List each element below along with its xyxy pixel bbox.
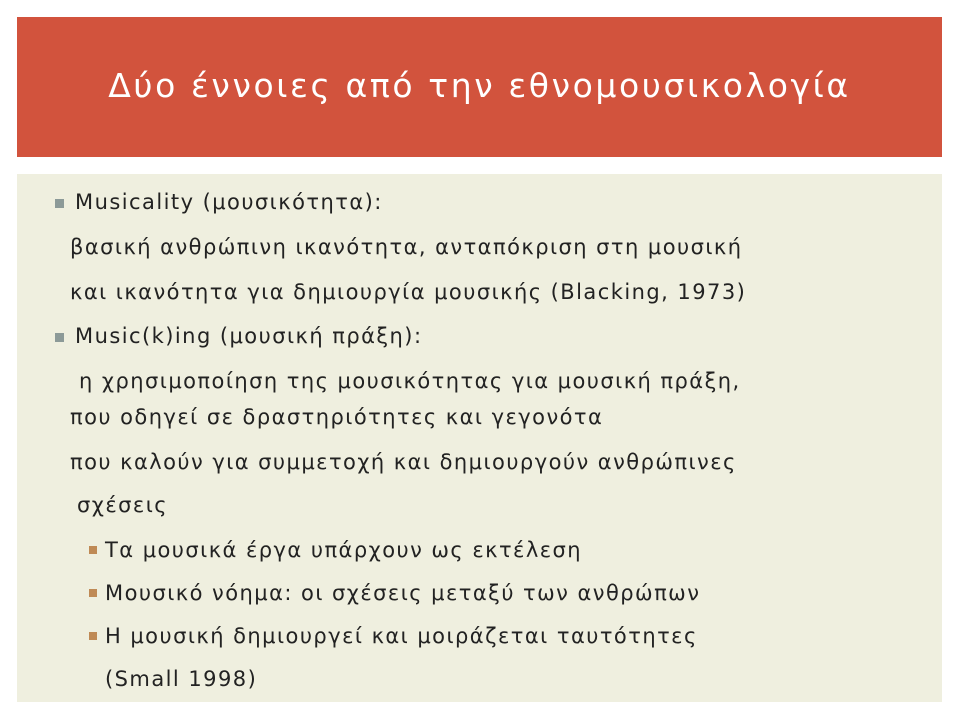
square-bullet-icon	[55, 333, 64, 342]
body-line: η χρησιμοποίηση της μουσικότητας για μουσική πράξη,	[79, 369, 741, 393]
slide-title: Δύο έννοιες από την εθνομουσικολογία	[108, 65, 851, 105]
body-line: σχέσεις	[77, 493, 169, 517]
sub-bullet-line: Η μουσική δημιουργεί και μοιράζεται ταυτότητες	[105, 624, 698, 648]
bullet-heading-musicality: Musicality (μουσικότητα):	[75, 190, 383, 214]
sub-bullet-line: Τα μουσικά έργα υπάρχουν ως εκτέλεση	[105, 538, 583, 562]
sub-bullet-line: Μουσικό νόημα: οι σχέσεις μεταξύ των ανθρώπων	[105, 581, 701, 605]
square-bullet-icon	[55, 199, 64, 208]
citation-line: (Small 1998)	[105, 667, 258, 691]
title-bar	[17, 17, 942, 157]
square-subbullet-icon	[89, 589, 97, 597]
square-subbullet-icon	[89, 546, 97, 554]
square-subbullet-icon	[89, 632, 97, 640]
body-line: και ικανότητα για δημιουργία μουσικής (Blacking, 1973)	[70, 280, 747, 304]
content-box	[17, 174, 942, 702]
body-line: βασική ανθρώπινη ικανότητα, ανταπόκριση στη μουσική	[70, 235, 743, 259]
body-line: που καλούν για συμμετοχή και δημιουργούν ανθρώπινες	[70, 450, 737, 474]
body-line: που οδηγεί σε δραστηριότητες και γεγονότα	[70, 405, 604, 429]
bullet-heading-musicking: Music(k)ing (μουσική πράξη):	[75, 324, 423, 348]
